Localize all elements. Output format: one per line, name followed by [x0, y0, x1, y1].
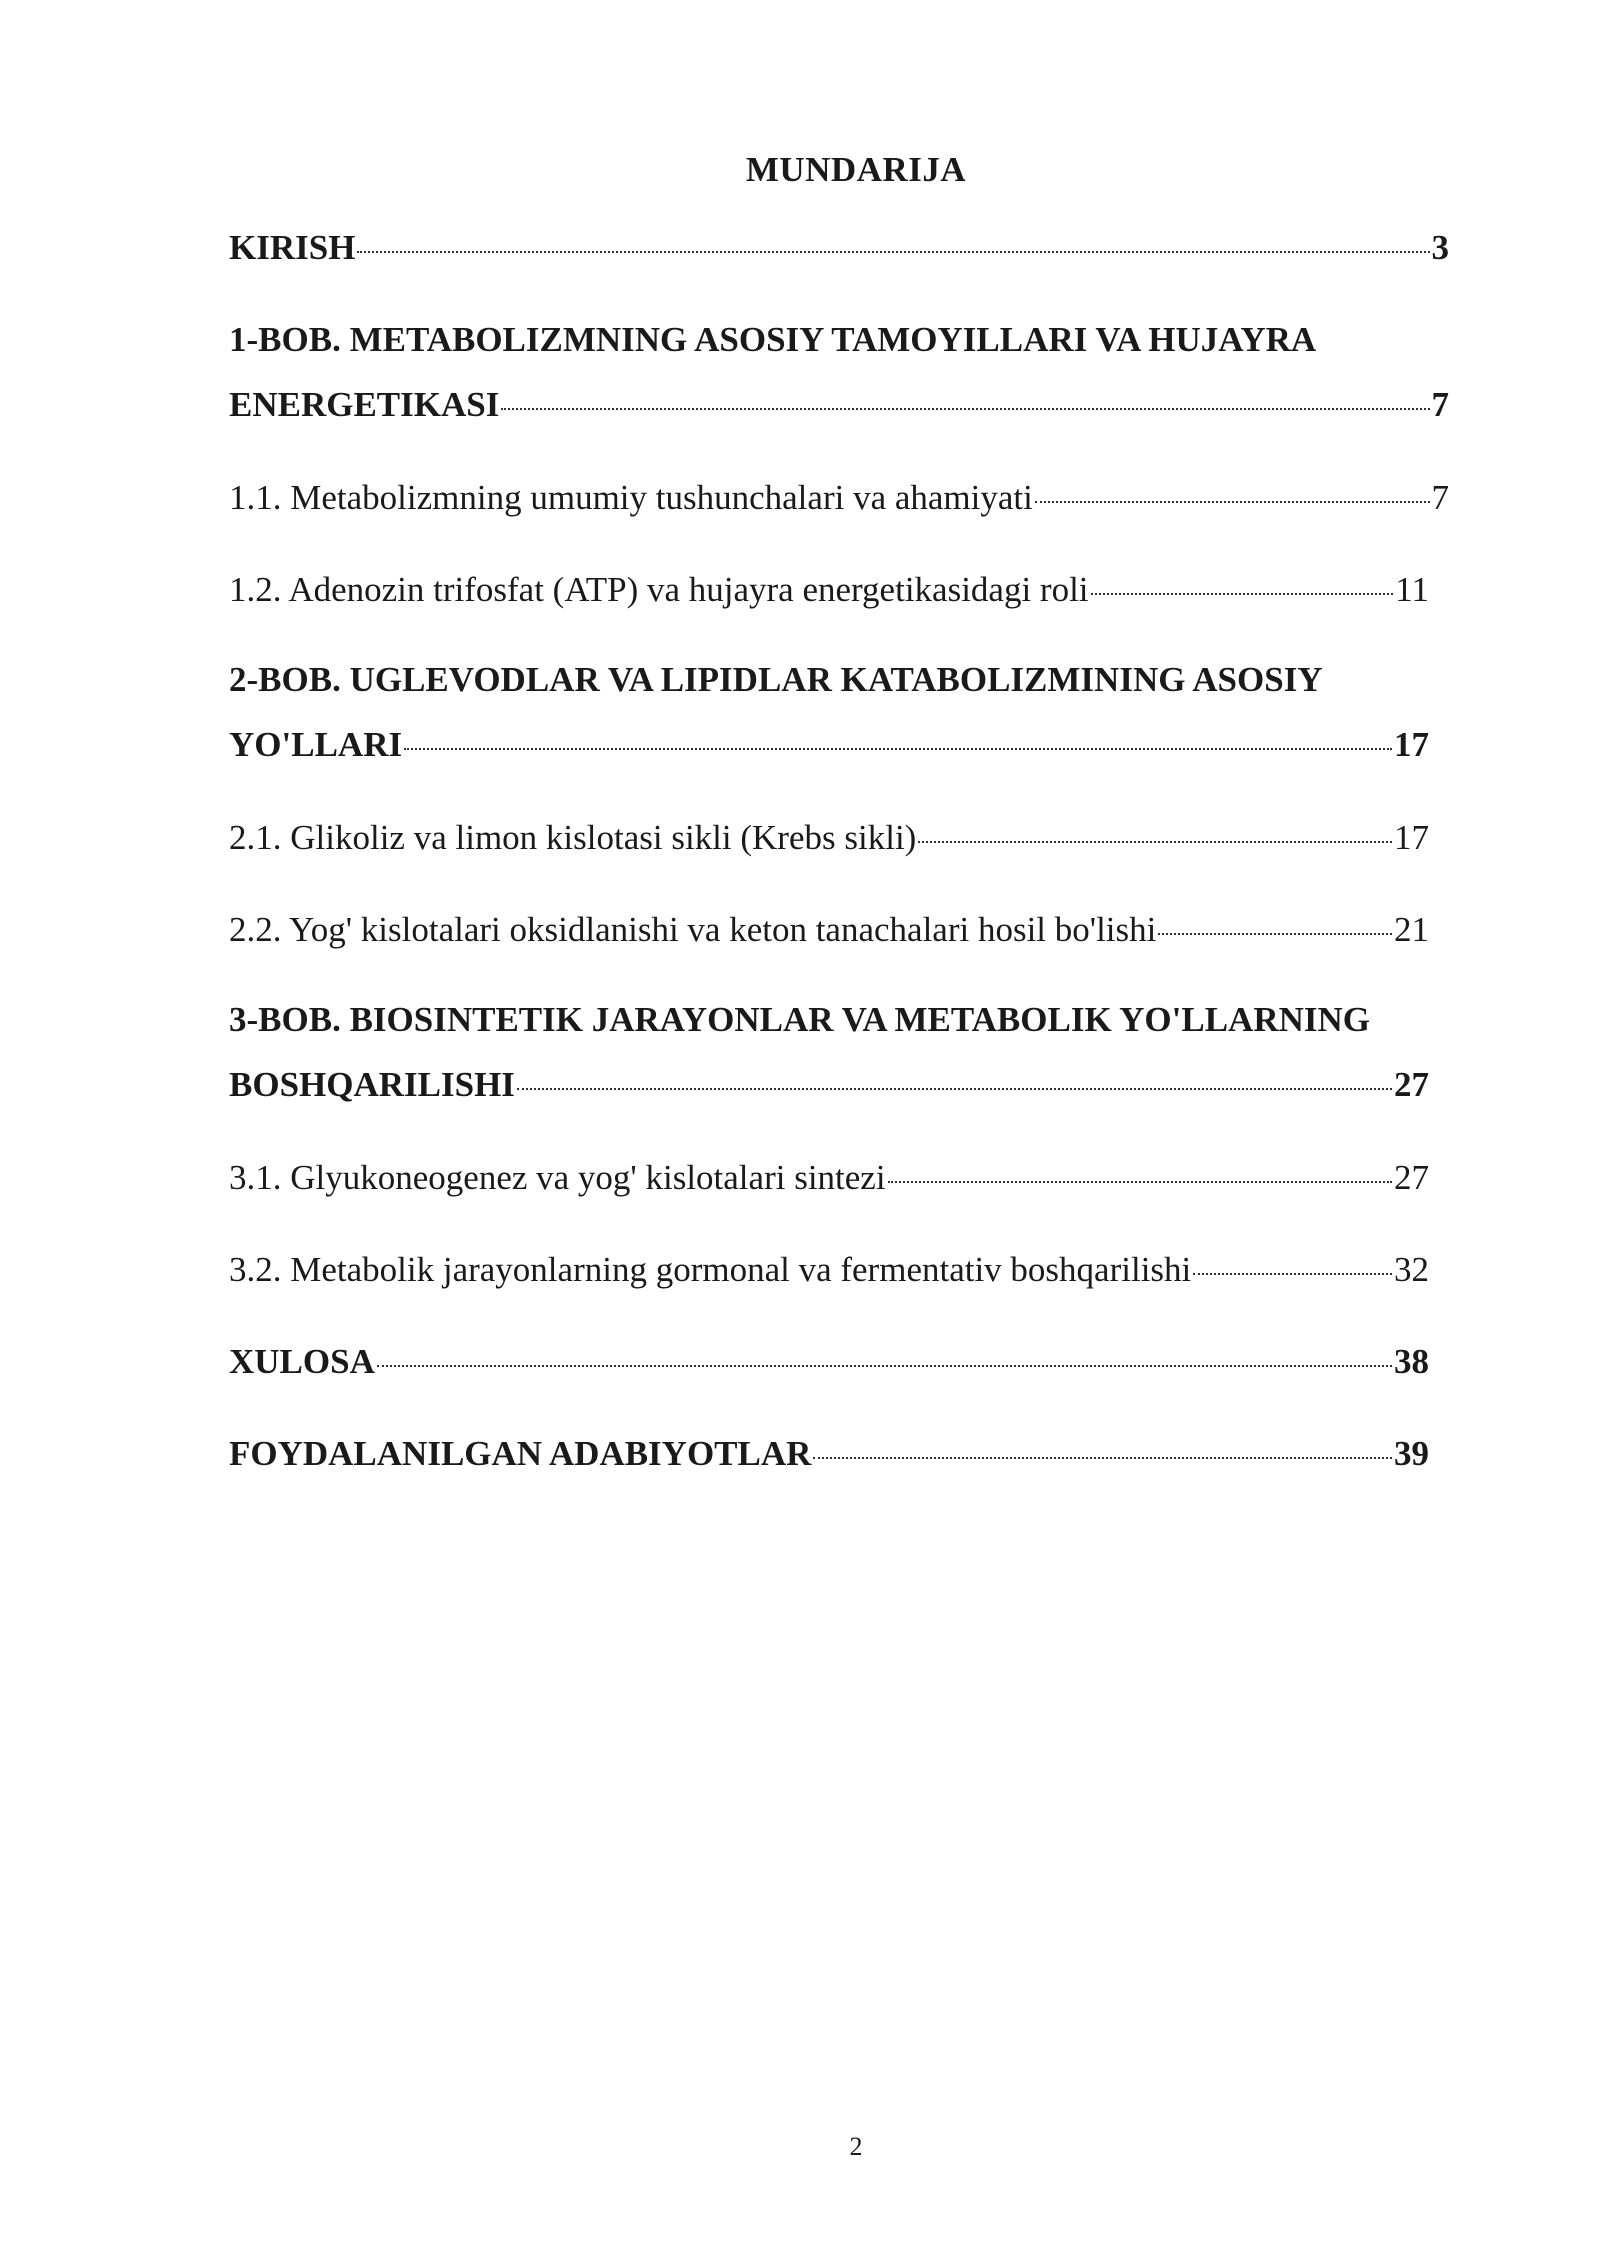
dot-leader [918, 841, 1392, 843]
toc-entry-title: KIRISH [229, 228, 356, 267]
toc-entry-1-1[interactable] [229, 478, 1449, 518]
toc-entry-kirish[interactable] [229, 228, 1449, 268]
toc-entry-xulosa[interactable] [229, 1342, 1429, 1382]
toc-entry-title: 2.1. Glikoliz va limon kislotasi sikli (Krebs sikli) [229, 818, 917, 857]
toc-entry-page: 7 [1431, 478, 1449, 517]
toc-entry-title: 3.1. Glyukoneogenez va yog' kislotalari sintezi [229, 1158, 886, 1197]
toc-entry-page: 11 [1395, 570, 1429, 609]
toc-entry-chapter-1[interactable] [229, 385, 1449, 425]
dot-leader [1091, 593, 1394, 595]
toc-chapter-1-title-line1[interactable]: 1-BOB. METABOLIZMNING ASOSIY TAMOYILLARI VA HUJAYRA [229, 320, 1317, 359]
toc-entry-references[interactable] [229, 1434, 1429, 1474]
toc-entry-page: 39 [1394, 1434, 1429, 1473]
toc-entry-title: FOYDALANILGAN ADABIYOTLAR [229, 1434, 812, 1473]
toc-entry-title: ENERGETIKASI [229, 385, 500, 424]
dot-leader [517, 1088, 1392, 1090]
toc-chapter-2-title-line1[interactable]: 2-BOB. UGLEVODLAR VA LIPIDLAR KATABOLIZMINING ASOSIY [229, 660, 1323, 699]
dot-leader [1193, 1273, 1392, 1275]
toc-entry-page: 32 [1394, 1250, 1429, 1289]
toc-entry-3-1[interactable] [229, 1158, 1429, 1198]
toc-entry-title: XULOSA [229, 1342, 375, 1381]
toc-entry-page: 3 [1431, 228, 1449, 267]
toc-entry-page: 27 [1394, 1158, 1429, 1197]
toc-entry-page: 21 [1394, 910, 1429, 949]
dot-leader [501, 408, 1429, 410]
toc-entry-chapter-3[interactable] [229, 1065, 1429, 1105]
dot-leader [1035, 501, 1430, 503]
toc-entry-page: 17 [1394, 725, 1429, 764]
toc-entry-page: 38 [1394, 1342, 1429, 1381]
dot-leader [1158, 933, 1392, 935]
toc-entry-title: BOSHQARILISHI [229, 1065, 515, 1104]
toc-entry-page: 17 [1394, 818, 1429, 857]
toc-heading: MUNDARIJA [745, 150, 967, 189]
toc-entry-1-2[interactable] [229, 570, 1429, 610]
toc-entry-2-1[interactable] [229, 818, 1429, 858]
toc-entry-title: 1.1. Metabolizmning umumiy tushunchalari va ahamiyati [229, 478, 1033, 517]
toc-entry-title: 2.2. Yog' kislotalari oksidlanishi va keton tanachalari hosil bo'lishi [229, 910, 1157, 949]
page-number: 2 [849, 2132, 863, 2161]
toc-entry-page: 27 [1394, 1065, 1429, 1104]
dot-leader [813, 1457, 1392, 1459]
toc-entry-title: 3.2. Metabolik jarayonlarning gormonal va fermentativ boshqarilishi [229, 1250, 1192, 1289]
toc-entry-2-2[interactable] [229, 910, 1429, 950]
dot-leader [888, 1181, 1392, 1183]
toc-entry-page: 7 [1431, 385, 1449, 424]
toc-entry-3-2[interactable] [229, 1250, 1429, 1290]
toc-entry-title: YO'LLARI [229, 725, 403, 764]
toc-entry-chapter-2[interactable] [229, 725, 1429, 765]
toc-entry-title: 1.2. Adenozin trifosfat (ATP) va hujayra energetikasidagi roli [229, 570, 1089, 609]
toc-chapter-3-title-line1[interactable]: 3-BOB. BIOSINTETIK JARAYONLAR VA METABOLIK YO'LLARNING [229, 1000, 1370, 1039]
dot-leader [377, 1365, 1392, 1367]
dot-leader [357, 251, 1429, 253]
dot-leader [404, 748, 1392, 750]
